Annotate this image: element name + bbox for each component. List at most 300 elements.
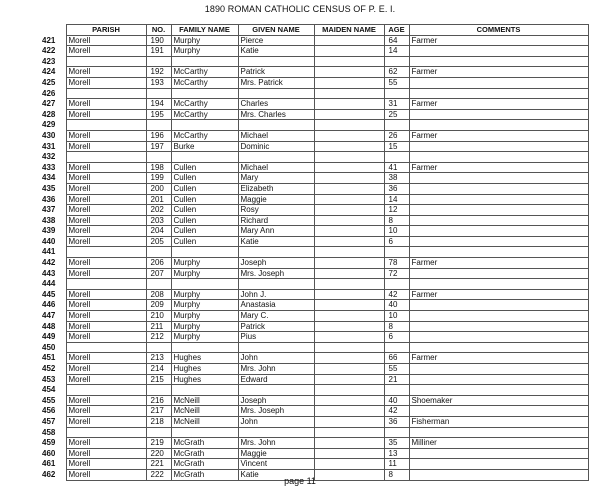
cell-no: 197 (146, 141, 171, 152)
cell-family-name: McGrath (171, 469, 238, 480)
cell-parish: Morell (66, 289, 146, 300)
cell-age: 8 (384, 469, 409, 480)
cell-no: 192 (146, 67, 171, 78)
cell-comments (409, 152, 588, 163)
cell-no: 203 (146, 215, 171, 226)
cell-maiden-name (314, 120, 384, 131)
cell-age: 25 (384, 109, 409, 120)
cell-no: 205 (146, 236, 171, 247)
row-number: 449 (42, 332, 56, 342)
census-body (40, 35, 588, 480)
cell-age: 21 (384, 374, 409, 385)
row-number: 423 (42, 56, 56, 66)
row-number: 421 (42, 35, 56, 45)
cell-family-name: Hughes (171, 353, 238, 364)
cell-age (384, 385, 409, 396)
cell-comments (409, 46, 588, 57)
cell-parish: Morell (66, 109, 146, 120)
column-header-comments: COMMENTS (409, 25, 588, 36)
cell-family-name: Murphy (171, 311, 238, 322)
cell-age: 13 (384, 448, 409, 459)
cell-comments: Shoemaker (409, 395, 588, 406)
cell-no (146, 427, 171, 438)
cell-given-name: Patrick (238, 321, 314, 332)
cell-comments (409, 374, 588, 385)
cell-parish: Morell (66, 99, 146, 110)
table-row (40, 321, 588, 332)
cell-given-name (238, 342, 314, 353)
cell-age: 11 (384, 459, 409, 470)
row-number: 425 (42, 77, 56, 87)
cell-given-name: Maggie (238, 448, 314, 459)
census-table (40, 24, 589, 481)
cell-parish: Morell (66, 406, 146, 417)
cell-parish: Morell (66, 395, 146, 406)
cell-maiden-name (314, 385, 384, 396)
cell-no: 209 (146, 300, 171, 311)
cell-comments (409, 183, 588, 194)
row-number: 455 (42, 395, 56, 405)
table-row (40, 99, 588, 110)
cell-given-name: Rosy (238, 205, 314, 216)
cell-comments (409, 205, 588, 216)
cell-no: 206 (146, 258, 171, 269)
cell-maiden-name (314, 215, 384, 226)
cell-given-name (238, 385, 314, 396)
cell-family-name: Cullen (171, 162, 238, 173)
row-number: 437 (42, 205, 56, 215)
cell-maiden-name (314, 289, 384, 300)
cell-parish: Morell (66, 416, 146, 427)
row-number: 446 (42, 300, 56, 310)
cell-no (146, 247, 171, 258)
table-row (40, 226, 588, 237)
cell-age: 35 (384, 438, 409, 449)
cell-family-name: McCarthy (171, 130, 238, 141)
cell-parish: Morell (66, 448, 146, 459)
cell-maiden-name (314, 99, 384, 110)
table-row (40, 88, 588, 99)
cell-family-name: Murphy (171, 268, 238, 279)
cell-family-name: Murphy (171, 258, 238, 269)
table-row (40, 120, 588, 131)
cell-family-name: Murphy (171, 289, 238, 300)
cell-age: 8 (384, 215, 409, 226)
table-row (40, 332, 588, 343)
cell-given-name: Vincent (238, 459, 314, 470)
row-number: 435 (42, 183, 56, 193)
cell-family-name (171, 427, 238, 438)
cell-family-name: Murphy (171, 300, 238, 311)
cell-age: 40 (384, 300, 409, 311)
cell-parish: Morell (66, 469, 146, 480)
row-number: 447 (42, 311, 56, 321)
cell-no: 204 (146, 226, 171, 237)
cell-family-name (171, 279, 238, 290)
row-number: 422 (42, 46, 56, 56)
table-row (40, 279, 588, 290)
cell-age: 55 (384, 364, 409, 375)
page-number: page 11 (284, 476, 316, 486)
cell-given-name: Dominic (238, 141, 314, 152)
cell-comments (409, 226, 588, 237)
cell-age (384, 279, 409, 290)
cell-no: 211 (146, 321, 171, 332)
cell-family-name: Cullen (171, 215, 238, 226)
cell-given-name: John J. (238, 289, 314, 300)
cell-age: 10 (384, 311, 409, 322)
table-row (40, 215, 588, 226)
cell-comments (409, 427, 588, 438)
cell-given-name: Katie (238, 469, 314, 480)
cell-no: 212 (146, 332, 171, 343)
cell-given-name: Elizabeth (238, 183, 314, 194)
cell-family-name: Murphy (171, 46, 238, 57)
cell-parish (66, 385, 146, 396)
cell-given-name: Joseph (238, 395, 314, 406)
row-number: 427 (42, 99, 56, 109)
cell-family-name (171, 120, 238, 131)
cell-age: 36 (384, 416, 409, 427)
row-number: 460 (42, 448, 56, 458)
cell-maiden-name (314, 459, 384, 470)
row-number: 429 (42, 120, 56, 130)
cell-family-name: McNeill (171, 406, 238, 417)
cell-maiden-name (314, 88, 384, 99)
cell-comments: Farmer (409, 289, 588, 300)
cell-age (384, 427, 409, 438)
cell-maiden-name (314, 416, 384, 427)
cell-maiden-name (314, 35, 384, 46)
cell-no (146, 385, 171, 396)
cell-family-name: Murphy (171, 35, 238, 46)
cell-age: 64 (384, 35, 409, 46)
cell-comments (409, 247, 588, 258)
cell-comments (409, 448, 588, 459)
table-row (40, 77, 588, 88)
cell-age (384, 56, 409, 67)
row-number: 432 (42, 152, 56, 162)
row-number: 445 (42, 289, 56, 299)
cell-age: 66 (384, 353, 409, 364)
cell-family-name: McGrath (171, 438, 238, 449)
cell-parish: Morell (66, 300, 146, 311)
cell-no (146, 279, 171, 290)
cell-comments: Farmer (409, 35, 588, 46)
cell-age: 8 (384, 321, 409, 332)
cell-given-name: Michael (238, 130, 314, 141)
cell-comments (409, 141, 588, 152)
cell-age: 62 (384, 67, 409, 78)
cell-age: 14 (384, 194, 409, 205)
cell-parish (66, 120, 146, 131)
cell-comments: Farmer (409, 130, 588, 141)
row-number: 439 (42, 226, 56, 236)
cell-age: 10 (384, 226, 409, 237)
table-row (40, 236, 588, 247)
cell-maiden-name (314, 300, 384, 311)
cell-parish: Morell (66, 194, 146, 205)
cell-age: 38 (384, 173, 409, 184)
cell-family-name: Cullen (171, 205, 238, 216)
cell-comments (409, 279, 588, 290)
cell-given-name: Maggie (238, 194, 314, 205)
cell-no: 219 (146, 438, 171, 449)
cell-given-name (238, 56, 314, 67)
cell-age: 40 (384, 395, 409, 406)
row-number: 430 (42, 130, 56, 140)
cell-family-name (171, 152, 238, 163)
column-header-age: AGE (384, 25, 409, 36)
cell-no: 201 (146, 194, 171, 205)
cell-comments (409, 321, 588, 332)
cell-parish (66, 56, 146, 67)
table-row (40, 46, 588, 57)
row-number: 462 (42, 469, 56, 479)
row-number: 443 (42, 268, 56, 278)
cell-given-name: Mrs. Patrick (238, 77, 314, 88)
row-number: 456 (42, 406, 56, 416)
cell-maiden-name (314, 109, 384, 120)
cell-family-name (171, 342, 238, 353)
table-row (40, 258, 588, 269)
row-number: 426 (42, 88, 56, 98)
table-row (40, 427, 588, 438)
cell-comments (409, 364, 588, 375)
cell-no: 210 (146, 311, 171, 322)
row-number: 450 (42, 342, 56, 352)
cell-parish (66, 279, 146, 290)
column-header-maiden-name: MAIDEN NAME (314, 25, 384, 36)
cell-maiden-name (314, 162, 384, 173)
cell-family-name: McCarthy (171, 67, 238, 78)
cell-maiden-name (314, 236, 384, 247)
cell-comments: Farmer (409, 67, 588, 78)
row-number: 440 (42, 236, 56, 246)
cell-parish: Morell (66, 353, 146, 364)
cell-given-name: John (238, 353, 314, 364)
cell-parish: Morell (66, 35, 146, 46)
cell-comments (409, 88, 588, 99)
cell-family-name (171, 247, 238, 258)
table-row (40, 194, 588, 205)
cell-given-name: John (238, 416, 314, 427)
cell-family-name: Murphy (171, 332, 238, 343)
cell-maiden-name (314, 364, 384, 375)
cell-no: 190 (146, 35, 171, 46)
cell-no: 198 (146, 162, 171, 173)
cell-no: 200 (146, 183, 171, 194)
cell-age (384, 88, 409, 99)
cell-no (146, 88, 171, 99)
cell-no: 194 (146, 99, 171, 110)
row-number-header (40, 25, 66, 36)
cell-maiden-name (314, 332, 384, 343)
cell-comments (409, 385, 588, 396)
cell-given-name: Mrs. Joseph (238, 406, 314, 417)
table-row (40, 247, 588, 258)
cell-parish: Morell (66, 364, 146, 375)
table-row (40, 342, 588, 353)
cell-comments (409, 311, 588, 322)
cell-age: 78 (384, 258, 409, 269)
cell-comments: Farmer (409, 258, 588, 269)
cell-maiden-name (314, 395, 384, 406)
cell-parish: Morell (66, 130, 146, 141)
cell-no: 207 (146, 268, 171, 279)
cell-family-name: Cullen (171, 183, 238, 194)
cell-maiden-name (314, 374, 384, 385)
row-number: 452 (42, 364, 56, 373)
cell-given-name (238, 120, 314, 131)
table-row (40, 141, 588, 152)
column-header-given-name: GIVEN NAME (238, 25, 314, 36)
cell-age: 36 (384, 183, 409, 194)
cell-no: 213 (146, 353, 171, 364)
cell-comments (409, 300, 588, 311)
cell-given-name (238, 88, 314, 99)
cell-given-name: Mary (238, 173, 314, 184)
table-row (40, 162, 588, 173)
table-row (40, 152, 588, 163)
cell-parish: Morell (66, 258, 146, 269)
cell-given-name: Mrs. John (238, 364, 314, 375)
cell-comments: Fisherman (409, 416, 588, 427)
row-number: 457 (42, 416, 56, 426)
cell-family-name: Murphy (171, 321, 238, 332)
cell-maiden-name (314, 268, 384, 279)
cell-age: 31 (384, 99, 409, 110)
cell-family-name: McNeill (171, 395, 238, 406)
cell-maiden-name (314, 130, 384, 141)
header-row (40, 25, 588, 36)
row-number: 448 (42, 321, 56, 331)
table-row (40, 395, 588, 406)
cell-given-name: Patrick (238, 67, 314, 78)
cell-parish: Morell (66, 311, 146, 322)
cell-family-name: McCarthy (171, 99, 238, 110)
cell-age: 26 (384, 130, 409, 141)
table-row (40, 385, 588, 396)
cell-given-name: Mrs. Charles (238, 109, 314, 120)
row-number: 436 (42, 194, 56, 204)
cell-given-name (238, 427, 314, 438)
column-header-no: NO. (146, 25, 171, 36)
cell-comments: Farmer (409, 162, 588, 173)
row-number: 424 (42, 67, 56, 77)
cell-comments (409, 109, 588, 120)
cell-age: 6 (384, 236, 409, 247)
table-row (40, 300, 588, 311)
table-row (40, 416, 588, 427)
row-number: 451 (42, 353, 56, 363)
cell-comments (409, 268, 588, 279)
cell-parish: Morell (66, 226, 146, 237)
table-row (40, 173, 588, 184)
row-number: 431 (42, 141, 56, 151)
cell-family-name: Burke (171, 141, 238, 152)
row-number: 444 (42, 279, 56, 289)
cell-family-name (171, 88, 238, 99)
table-row (40, 448, 588, 459)
cell-no: 222 (146, 469, 171, 480)
cell-maiden-name (314, 46, 384, 57)
cell-parish: Morell (66, 236, 146, 247)
cell-parish: Morell (66, 321, 146, 332)
cell-parish: Morell (66, 205, 146, 216)
cell-age: 15 (384, 141, 409, 152)
cell-no: 191 (146, 46, 171, 57)
table-row (40, 35, 588, 46)
cell-maiden-name (314, 258, 384, 269)
cell-given-name (238, 152, 314, 163)
row-number: 442 (42, 258, 56, 268)
cell-comments (409, 406, 588, 417)
cell-given-name: Edward (238, 374, 314, 385)
cell-parish: Morell (66, 374, 146, 385)
cell-maiden-name (314, 406, 384, 417)
cell-age: 72 (384, 268, 409, 279)
cell-given-name: Katie (238, 236, 314, 247)
row-number: 434 (42, 173, 56, 183)
row-number: 461 (42, 459, 56, 469)
row-number: 458 (42, 427, 56, 437)
cell-no: 214 (146, 364, 171, 375)
cell-maiden-name (314, 342, 384, 353)
cell-no: 220 (146, 448, 171, 459)
cell-family-name (171, 56, 238, 67)
cell-no (146, 152, 171, 163)
cell-maiden-name (314, 141, 384, 152)
cell-parish: Morell (66, 438, 146, 449)
row-number: 428 (42, 109, 56, 119)
cell-comments (409, 342, 588, 353)
cell-maiden-name (314, 77, 384, 88)
cell-no: 202 (146, 205, 171, 216)
cell-age (384, 342, 409, 353)
cell-parish (66, 247, 146, 258)
cell-comments (409, 236, 588, 247)
cell-comments (409, 215, 588, 226)
cell-comments (409, 120, 588, 131)
cell-given-name: Mrs. Joseph (238, 268, 314, 279)
cell-parish: Morell (66, 215, 146, 226)
cell-parish: Morell (66, 332, 146, 343)
table-row (40, 268, 588, 279)
cell-age: 12 (384, 205, 409, 216)
column-header-family-name: FAMILY NAME (171, 25, 238, 36)
cell-age: 42 (384, 289, 409, 300)
cell-given-name: Pierce (238, 35, 314, 46)
cell-parish: Morell (66, 459, 146, 470)
cell-maiden-name (314, 152, 384, 163)
cell-parish (66, 152, 146, 163)
cell-parish: Morell (66, 162, 146, 173)
cell-no: 217 (146, 406, 171, 417)
cell-maiden-name (314, 353, 384, 364)
cell-no: 199 (146, 173, 171, 184)
cell-no (146, 56, 171, 67)
cell-parish: Morell (66, 268, 146, 279)
cell-comments (409, 332, 588, 343)
cell-no: 195 (146, 109, 171, 120)
cell-maiden-name (314, 311, 384, 322)
table-row (40, 183, 588, 194)
row-number: 453 (42, 374, 56, 384)
cell-given-name: Mary Ann (238, 226, 314, 237)
cell-maiden-name (314, 448, 384, 459)
cell-family-name: McGrath (171, 448, 238, 459)
